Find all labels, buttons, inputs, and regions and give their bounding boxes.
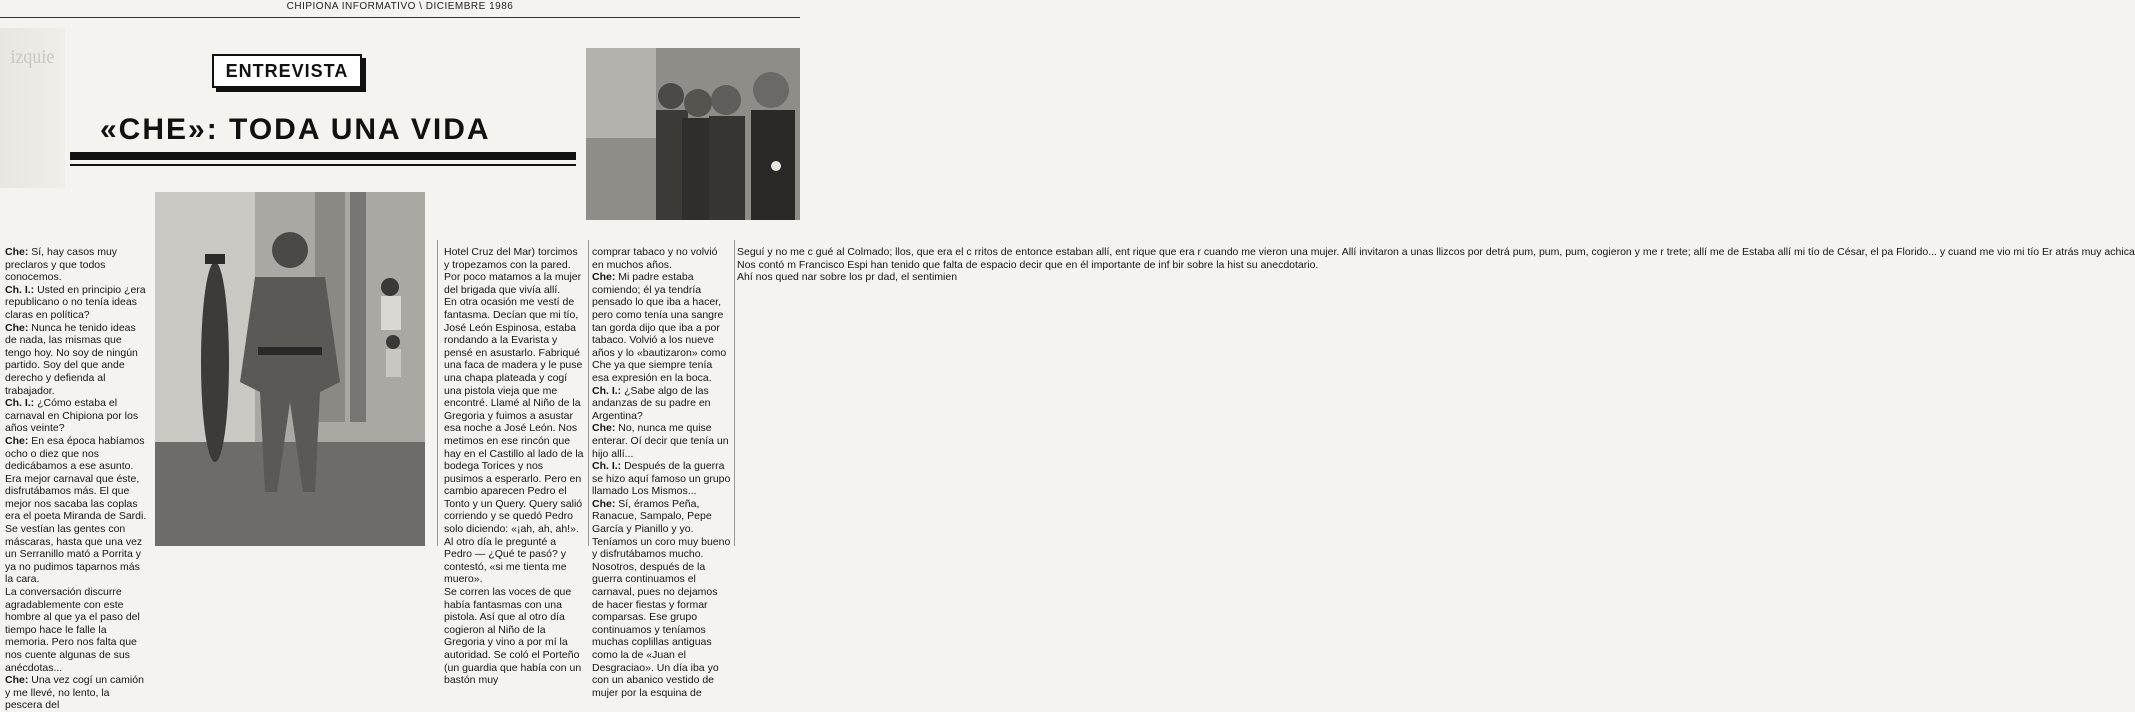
speaker-label: Che: (592, 422, 616, 435)
paragraph (5, 322, 148, 398)
headline: «CHE»: TODA UNA VIDA (100, 113, 491, 146)
top-right-photo (586, 48, 800, 220)
paragraph-text: ¿Sabe algo de las andanzas de su padre en Argentina? (592, 384, 711, 422)
paragraph (444, 296, 584, 586)
paragraph-text: Usted en principio ¿era republicano o no tenía ideas claras en política? (5, 283, 146, 321)
masthead-rule (0, 17, 800, 18)
paragraph (5, 586, 148, 674)
masthead (0, 0, 800, 20)
paragraph (737, 271, 958, 284)
paragraph (592, 246, 732, 271)
paragraph (5, 284, 148, 322)
paragraph-text: En esa época habíamos ocho o diez que nos dedicábamos a ese asunto. Era mejor carnaval que éste, disfrutábamos más. El que mejor nos sacaba las coplas era el poeta Miranda de Sardi. Se vestían las gentes con máscaras, hasta que una vez un Serranillo mató a Porrita y ya no pudimos taparnos más la cara. (5, 434, 147, 586)
masthead-text: CHIPIONA INFORMATIVO \ DICIEMBRE 1986 (286, 1, 514, 12)
column-divider (437, 240, 438, 546)
column-divider (588, 240, 589, 546)
paragraph-text: Mi padre estaba comiendo; él ya tendría pensado lo que iba a hacer, pero como tenía una sangre tan gorda dijo que iba a por tabaco. Volvió a los nueve años y lo «bautizaron» como Che ya que siempre tenía esa expresión en la boca. (592, 271, 727, 384)
speaker-label: Che: (5, 434, 29, 447)
paragraph (592, 385, 732, 423)
headline-rule (70, 152, 576, 160)
photo-illustration-group (586, 48, 800, 220)
photo-illustration-fisherman (155, 192, 425, 546)
paragraph-text: ¿Cómo estaba el carnaval en Chipiona por los años veinte? (5, 397, 139, 435)
headline-rule-thin (70, 164, 576, 166)
paragraph-text: En otra ocasión me vestí de fantasma. Decían que mi tío, José León Espinosa, estaba rondando a la Evarista y pensé en asustarlo. Fabriqué una faca de madera y le puse una chapa plateada y cogí una pistola vieja que me encontré. Llamé al Niño de la Gregoria y fuimos a asustar esa noche a José León. Nos metimos en ese rincón que hay en el Castillo al lado de la bodega Torices y nos pusimos a esperarlo. Pero en cambio aparecen Pedro el Tonto y un Query. Query salió corriendo y se quedó Pedro solo diciendo: «¡ah, ah, ah!». Al otro día le pregunté a Pedro — ¿Qué te pasó? y contestó, «si me tienta me muero». (444, 296, 584, 586)
paragraph-text: Nunca he tenido ideas de nada, las mismas que tengo hoy. No soy de ningún partido. Soy del que ande derecho y defienda al trabajador. (5, 321, 138, 397)
section-label: ENTREVISTA (212, 54, 362, 88)
paragraph (5, 674, 148, 712)
speaker-label: Che: (5, 246, 29, 258)
speaker-label: Ch. I.: (592, 384, 622, 397)
article-column-2 (444, 246, 584, 687)
paragraph-text: Nos contó m Francisco Espi han tenido que falta de espacio decir que en él importante de inf bir sobre la hist su anecdotario. (737, 258, 1319, 271)
paragraph-text: Sí, éramos Peña, Ranacue, Sampalo, Pepe García y Pianillo y yo. Teníamos un coro muy bueno y disfrutábamos mucho. Nosotros, después de la guerra continuamos el carnaval, pues no dejamos de hacer fiestas y formar comparsas. Ese grupo continuamos y teníamos muchas coplillas antiguas como la de «Juan el Desgraciao». Un día iba yo con un abanico vestido de mujer por la esquina de (592, 497, 731, 699)
paragraph-text: comprar tabaco y no volvió en muchos años. (592, 246, 718, 271)
speaker-label: Ch. I.: (592, 460, 622, 473)
ghost-text: izquie (10, 46, 55, 68)
paragraph-text: Hotel Cruz del Mar) torcimos y tropezamos con la pared. Por poco matamos a la mujer del brigada que vivía allí. (444, 246, 582, 296)
paragraph (592, 498, 732, 700)
main-photo (155, 192, 425, 546)
adjacent-page-fragment (0, 28, 65, 188)
paragraph-text: Se corren las voces de que había fantasmas con una pistola. Así que al otro día cogieron al Niño de la Gregoria y vino a por mí la autoridad. Se coló el Porteño (un guardia que había con un bastón muy (444, 586, 582, 687)
article-column-1 (5, 246, 148, 712)
column-divider (734, 240, 735, 546)
speaker-label: Che: (5, 321, 29, 334)
paragraph-text: No, nunca me quise enterar. Oí decir que tenía un hijo allí... (592, 422, 729, 460)
article-column-3 (592, 246, 732, 699)
article-column-4 (737, 246, 2135, 546)
paragraph-text: Después de la guerra se hizo aquí famoso un grupo llamado Los Mismos... (592, 460, 731, 498)
paragraph-text: Ahí nos qued nar sobre los pr dad, el sentimien (737, 271, 958, 284)
speaker-label: Che: (592, 271, 616, 284)
paragraph (444, 246, 584, 296)
speaker-label: Ch. I.: (5, 397, 35, 410)
paragraph (737, 258, 1319, 272)
speaker-label: Ch. I.: (5, 283, 35, 296)
speaker-label: Che: (592, 497, 616, 510)
paragraph (5, 246, 148, 284)
paragraph (737, 246, 2135, 259)
paragraph (592, 271, 732, 384)
paragraph-text: Una vez cogí un camión y me llevé, no lento, la pescera del (5, 674, 144, 712)
paragraph-text: Sí, hay casos muy preclaros y que todos conocemos. (5, 246, 118, 284)
paragraph (444, 586, 584, 687)
paragraph (592, 460, 732, 498)
paragraph (5, 397, 148, 435)
paragraph-text: Seguí y no me c gué al Colmado; llos, que era el c rritos de entonce estaban allí, ent rique que era r cuando me vieron una mujer. Allí invitaron a unas llizcos por detrá pum, pum, pum, cogieron y me r trete; allí me de Estaba allí mi tío de César, el pa Florido... y cuand me vio mi tío Er atrás muy achica (737, 246, 2135, 258)
paragraph-text: La conversación discurre agradablemente con este hombre al que ya el paso del tiempo hace le falle la memoria. Pero nos falta que nos cuente algunas de sus anécdotas... (5, 586, 140, 674)
paragraph (592, 422, 732, 460)
paragraph (5, 435, 148, 586)
speaker-label: Che: (5, 674, 29, 687)
